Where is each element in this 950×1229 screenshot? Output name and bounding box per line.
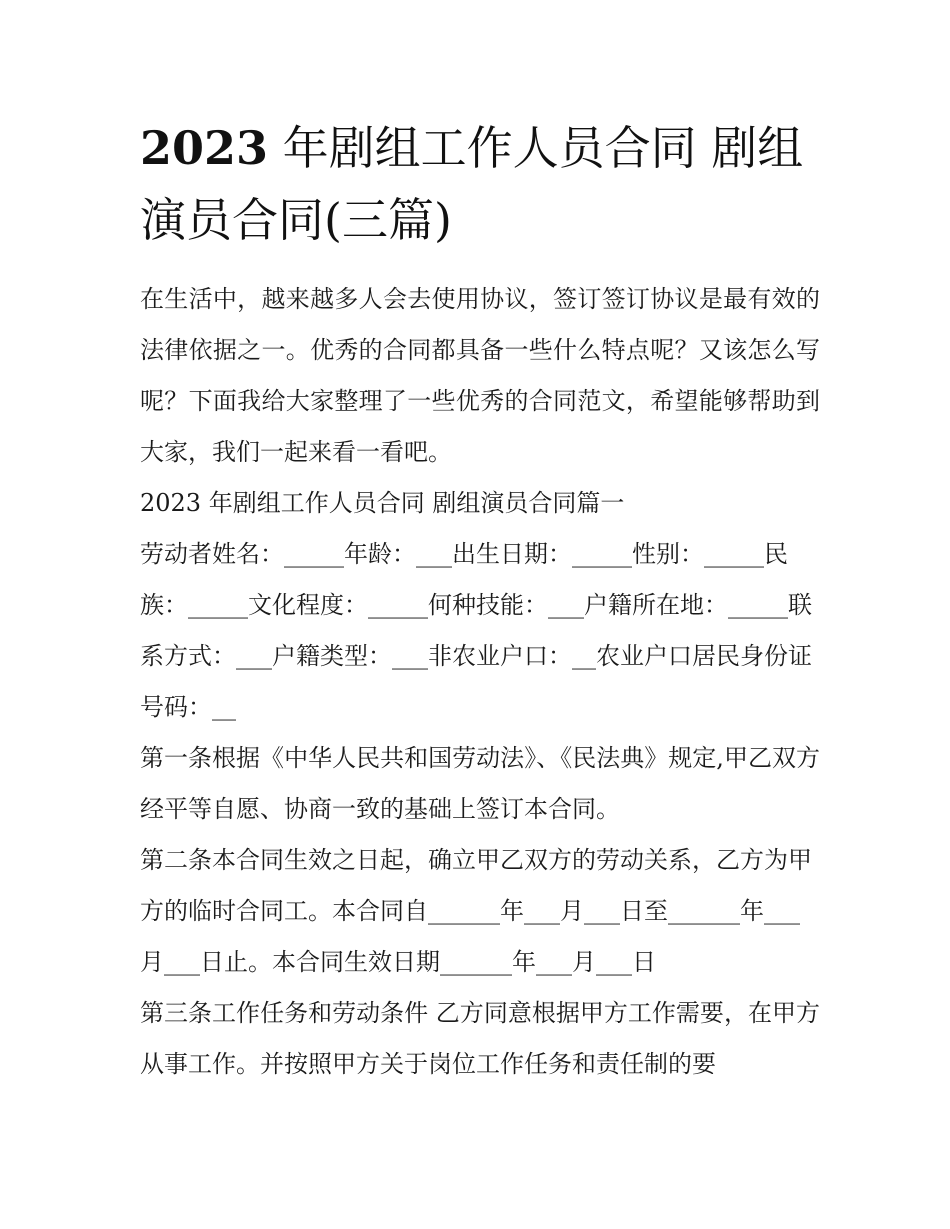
worker-info-paragraph: 劳动者姓名：_____年龄：___出生日期：_____性别：_____民族：_____文化程度：_____何种技能：___户籍所在地：_____联系方式：___户籍类型：___非农业户口：__农业户口居民身份证号码：__ [140,540,812,721]
intro-paragraph: 在生活中，越来越多人会去使用协议，签订签订协议是最有效的法律依据之一。优秀的合同都具备一些什么特点呢？又该怎么写呢？下面我给大家整理了一些优秀的合同范文，希望能够帮助到大家，我们一起来看一看吧。 [140,285,820,466]
document-title [140,112,820,256]
title-year: 2023 [140,121,269,175]
clause-1-paragraph: 第一条根据《中华人民共和国劳动法》、《民法典》规定,甲乙双方经平等自愿、协商一致的基础上签订本合同。 [140,744,820,823]
section-heading: 2023 年剧组工作人员合同 剧组演员合同篇一 [140,489,625,517]
title-text: 年剧组工作人员合同 剧组演员合同(三篇) [140,121,804,247]
clause-2-paragraph: 第二条本合同生效之日起，确立甲乙双方的劳动关系，乙方为甲方的临时合同工。本合同自______年___月___日至______年___月___日止。本合同生效日期______年___月___日 [140,846,812,976]
document-body [140,274,820,1090]
clause-3-paragraph: 第三条工作任务和劳动条件 乙方同意根据甲方工作需要，在甲方从事工作。并按照甲方关于岗位工作任务和责任制的要 [140,999,820,1078]
